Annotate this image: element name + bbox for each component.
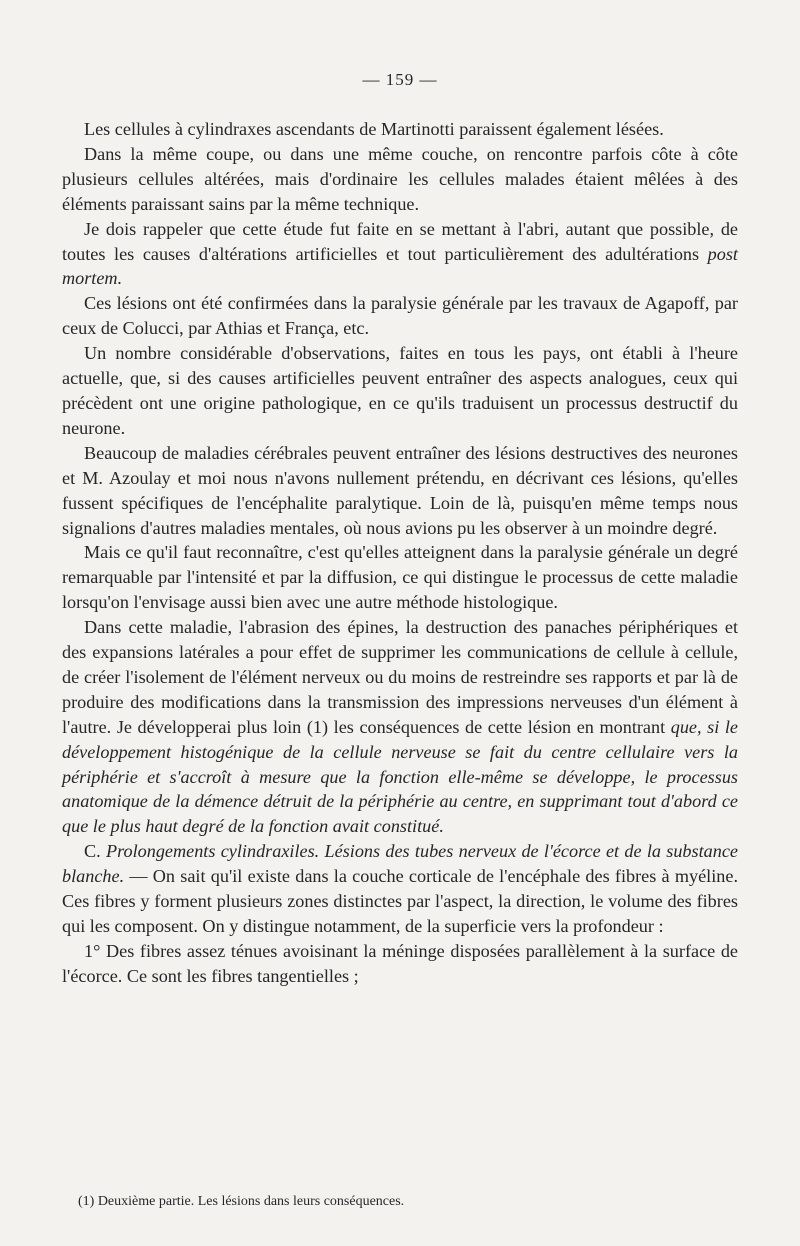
paragraph [62,615,738,839]
paragraph-text: Je dois rappeler que cette étude fut faite en se mettant à l'abri, autant que possible, de toutes les causes d'altérations artificielles et tout particulièrement des adultérations [62,218,738,264]
paragraph: Dans la même coupe, ou dans une même couche, on rencontre parfois côte à côte plusieurs cellules altérées, mais d'ordinaire les cellules malades étaient mêlées à des éléments paraissant sains par la même technique. [62,143,738,214]
paragraph: Ces lésions ont été confirmées dans la paralysie générale par les travaux de Agapoff, par ceux de Colucci, par Athias et França, etc. [62,293,738,339]
paragraph: Mais ce qu'il faut reconnaître, c'est qu'elles atteignent dans la paralysie générale un degré remarquable par l'intensité et par la diffusion, ce qui distingue le processus de cette maladie lorsqu'on l'envisage aussi bien avec une autre méthode histologique. [62,542,738,613]
paragraph-text: Dans cette maladie, l'abrasion des épines, la destruction des panaches périphériques et des expansions latérales a pour effet de supprimer les communications de cellule à cellule, de créer l'isolement de l'élément nerveux ou du moins de restreindre ses rapports et par là de produire des modifications dans la transmission des impressions nerveuses d'un élément à l'autre. Je développerai plus loin (1) les conséquences de cette lésion en montrant [62,617,738,737]
body-text [62,117,738,989]
paragraph: Beaucoup de maladies cérébrales peuvent entraîner des lésions destructives des neurones et M. Azoulay et moi nous n'avons nullement prétendu, en décrivant ces lésions, qu'elles fussent spécifiques de l'encéphalite paralytique. Loin de là, puisqu'en même temps nous signalions d'autres maladies mentales, où nous avions pu les observer à un moindre degré. [62,442,738,538]
paragraph: Les cellules à cylindraxes ascendants de Martinotti paraissent également lésées. [84,119,664,139]
paragraph [62,839,738,939]
paragraph: 1° Des fibres assez ténues avoisinant la méninge disposées parallèlement à la surface de l'écorce. Ce sont les fibres tangentielles ; [62,940,738,986]
paragraph: Un nombre considérable d'observations, faites en tous les pays, ont établi à l'heure actuelle, que, si des causes artificielles peuvent entraîner des aspects analogues, ceux qui précèdent ont une origine pathologique, en ce qu'ils traduisent un processus destructif du neurone. [62,343,738,438]
section-letter: C. [84,841,106,862]
section-heading: Prolongements cylindraxiles. Lésions des tubes nerveux de l'écorce et de la substance blanche. [62,841,738,887]
italic-text: post mortem. [62,243,738,289]
paragraph [62,217,738,292]
footnote: (1) Deuxième partie. Les lésions dans leurs conséquences. [78,1194,405,1209]
italic-text: que, si le développement histogénique de la cellule nerveuse se fait du centre cellulaire vers la périphérie et s'accroît à mesure que la fonction elle-même se développe, le processus anatomique de la démence détruit de la périphérie au centre, en supprimant tout d'abord ce que le plus haut degré de la fonction avait constitué. [62,716,738,837]
page-number: — 159 — [362,70,438,89]
paragraph-text: — On sait qu'il existe dans la couche corticale de l'encéphale des fibres à myéline. Ces fibres y forment plusieurs zones distinctes par l'aspect, la direction, le volume des fibres qui les composent. On y distingue notamment, de la superficie vers la profondeur : [62,866,738,936]
